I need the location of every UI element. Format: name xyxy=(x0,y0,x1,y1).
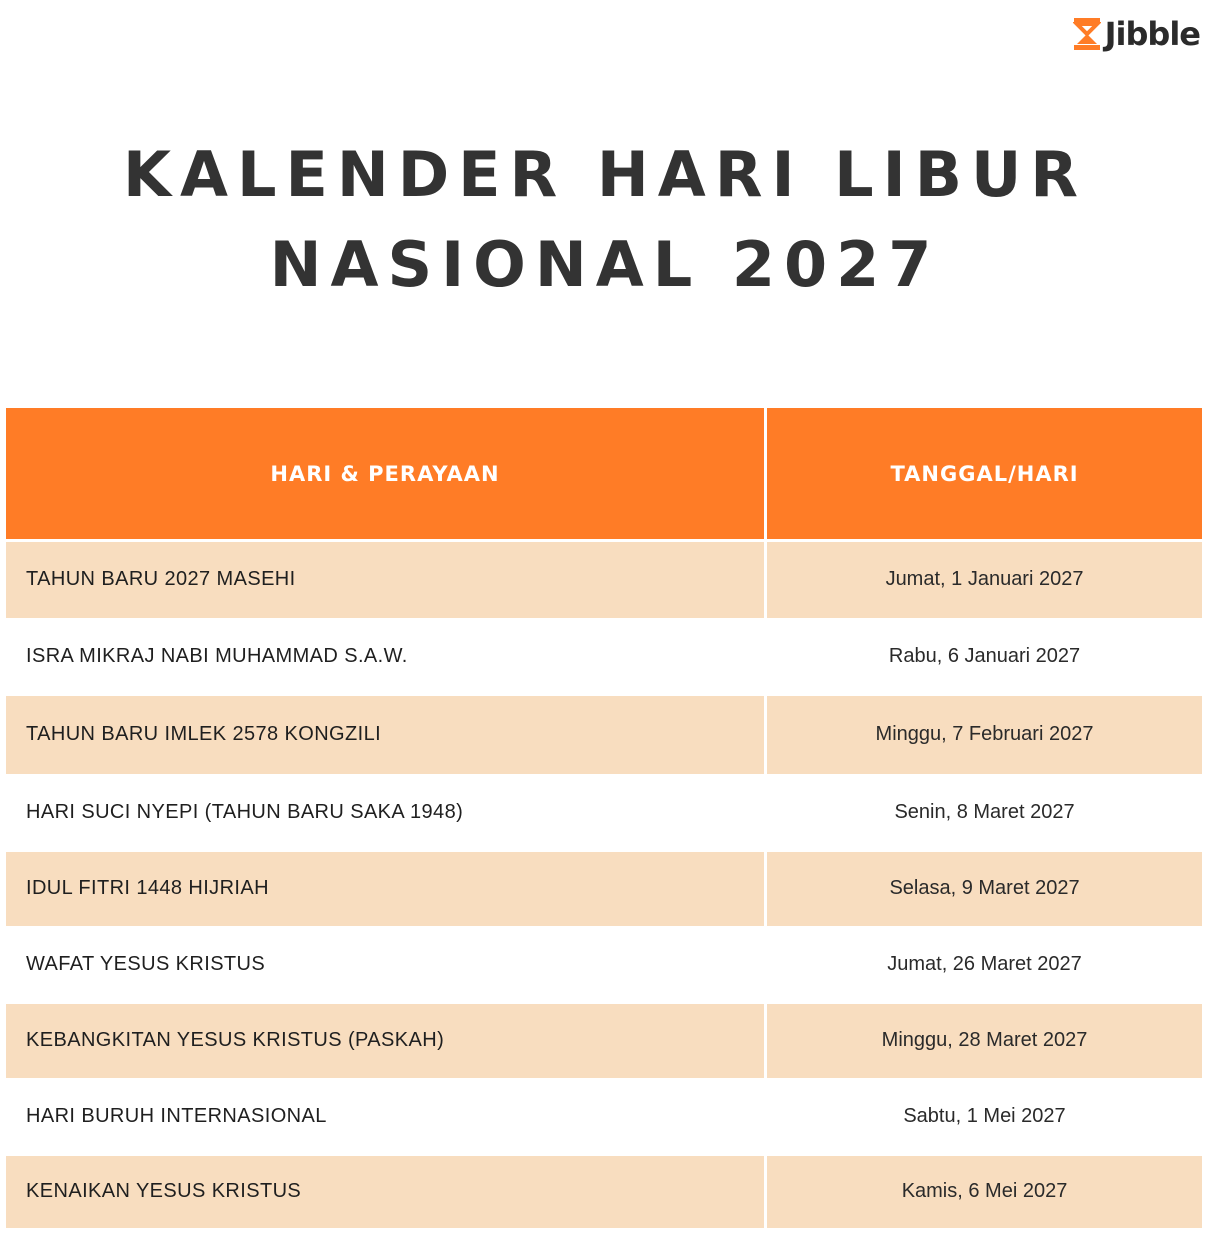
holiday-name: KEBANGKITAN YESUS KRISTUS (PASKAH) xyxy=(6,1004,766,1078)
holiday-date: Senin, 8 Maret 2027 xyxy=(766,774,1202,852)
holiday-name: KENAIKAN YESUS KRISTUS xyxy=(6,1156,766,1228)
holiday-date: Selasa, 9 Maret 2027 xyxy=(766,852,1202,926)
holiday-date: Minggu, 7 Februari 2027 xyxy=(766,696,1202,774)
brand-logo xyxy=(1073,14,1200,54)
table-row xyxy=(6,1004,1202,1078)
table-row xyxy=(6,852,1202,926)
holiday-date: Jumat, 1 Januari 2027 xyxy=(766,541,1202,618)
brand-name: Jibble xyxy=(1104,15,1200,53)
holiday-name: TAHUN BARU IMLEK 2578 KONGZILI xyxy=(6,696,766,774)
table-row xyxy=(6,541,1202,618)
column-header-event: HARI & PERAYAAN xyxy=(6,408,766,541)
table-header-row xyxy=(6,408,1202,541)
table-row xyxy=(6,1156,1202,1228)
hourglass-logo-icon xyxy=(1073,17,1101,51)
holiday-name: HARI BURUH INTERNASIONAL xyxy=(6,1078,766,1156)
holiday-name: IDUL FITRI 1448 HIJRIAH xyxy=(6,852,766,926)
page-title-line-1: KALENDER HARI LIBUR xyxy=(122,138,1088,211)
holiday-table-body xyxy=(6,541,1202,1228)
holiday-table xyxy=(6,408,1202,1228)
holiday-date: Jumat, 26 Maret 2027 xyxy=(766,926,1202,1004)
page-title xyxy=(0,130,1210,310)
table-row xyxy=(6,696,1202,774)
table-row xyxy=(6,618,1202,696)
holiday-name: ISRA MIKRAJ NABI MUHAMMAD S.A.W. xyxy=(6,618,766,696)
holiday-name: HARI SUCI NYEPI (TAHUN BARU SAKA 1948) xyxy=(6,774,766,852)
holiday-date: Kamis, 6 Mei 2027 xyxy=(766,1156,1202,1228)
page-title-line-2: NASIONAL 2027 xyxy=(269,228,941,301)
holiday-date: Rabu, 6 Januari 2027 xyxy=(766,618,1202,696)
holiday-name: WAFAT YESUS KRISTUS xyxy=(6,926,766,1004)
holiday-name: TAHUN BARU 2027 MASEHI xyxy=(6,541,766,618)
table-row xyxy=(6,926,1202,1004)
table-row xyxy=(6,1078,1202,1156)
holiday-date: Minggu, 28 Maret 2027 xyxy=(766,1004,1202,1078)
column-header-date: TANGGAL/HARI xyxy=(766,408,1202,541)
holiday-date: Sabtu, 1 Mei 2027 xyxy=(766,1078,1202,1156)
table-row xyxy=(6,774,1202,852)
